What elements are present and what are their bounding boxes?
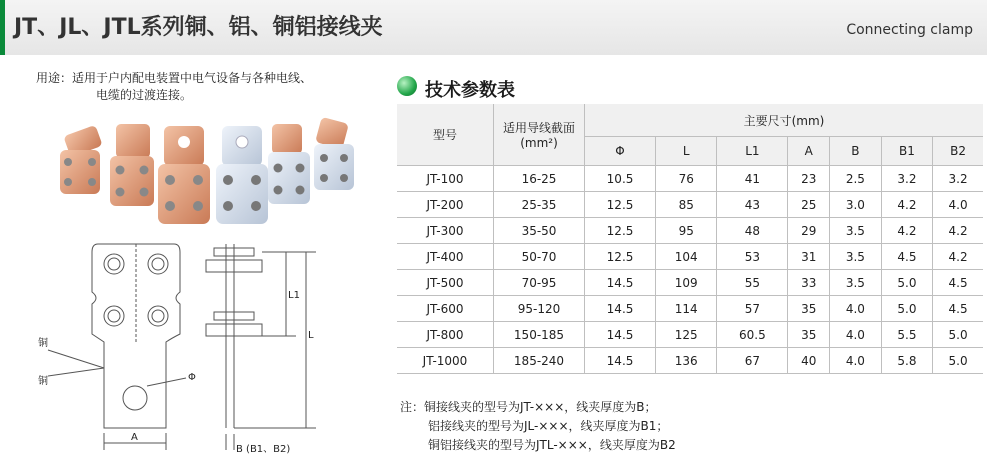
col-header: B1 [881, 137, 933, 166]
cell-value: 85 [656, 192, 717, 218]
header-accent-bar [0, 0, 5, 55]
note-line-1: 注：铜接线夹的型号为JT-×××，线夹厚度为B； [400, 400, 657, 414]
cell-value: 5.5 [881, 322, 933, 348]
clamp-aluminium-1 [216, 126, 268, 224]
cell-value: 43 [717, 192, 788, 218]
header-model: 型号 [397, 104, 494, 166]
cell-value: 136 [656, 348, 717, 374]
cell-value: 57 [717, 296, 788, 322]
col-header: A [788, 137, 830, 166]
cell-model: JT-100 [397, 166, 494, 192]
cell-value: 4.5 [933, 296, 983, 322]
cell-model: JT-300 [397, 218, 494, 244]
cell-value: 14.5 [585, 270, 656, 296]
cell-value: 76 [656, 166, 717, 192]
table-row [397, 296, 983, 322]
note-line-3: 铜铝接线夹的型号为JTL-×××，线夹厚度为B2 [428, 438, 676, 452]
cell-value: 5.0 [933, 348, 983, 374]
label-l1: L1 [288, 290, 300, 301]
product-photo [36, 110, 366, 230]
table-row [397, 270, 983, 296]
cell-value: 5.0 [881, 296, 933, 322]
dimension-drawing [36, 238, 366, 460]
cell-value: 10.5 [585, 166, 656, 192]
cell-value: 150-185 [494, 322, 585, 348]
cell-value: 67 [717, 348, 788, 374]
col-header: L [656, 137, 717, 166]
cell-value: 5.0 [933, 322, 983, 348]
cell-value: 4.5 [881, 244, 933, 270]
label-l: L [308, 330, 314, 341]
cell-value: 14.5 [585, 348, 656, 374]
side-view [206, 244, 316, 450]
label-copper: 铜 [38, 338, 48, 349]
cell-value: 3.2 [881, 166, 933, 192]
cell-value: 4.0 [830, 296, 882, 322]
cell-value: 4.0 [933, 192, 983, 218]
table-row [397, 348, 983, 374]
cell-value: 16-25 [494, 166, 585, 192]
cell-value: 35-50 [494, 218, 585, 244]
cell-value: 41 [717, 166, 788, 192]
front-view [92, 244, 186, 450]
cell-value: 14.5 [585, 322, 656, 348]
notes [400, 398, 676, 455]
cell-value: 70-95 [494, 270, 585, 296]
col-header: B2 [933, 137, 983, 166]
cell-model: JT-400 [397, 244, 494, 270]
copper-leader-lines [48, 350, 104, 376]
cell-value: 5.8 [881, 348, 933, 374]
cell-value: 29 [788, 218, 830, 244]
cell-value: 60.5 [717, 322, 788, 348]
clamp-copper-1 [60, 125, 103, 194]
section-title: 技术参数表 [425, 80, 515, 101]
cell-value: 114 [656, 296, 717, 322]
cell-value: 4.2 [933, 244, 983, 270]
spec-table [397, 104, 983, 374]
usage-line-2: 电缆的过渡连接。 [96, 88, 193, 102]
cell-value: 35 [788, 296, 830, 322]
cell-value: 125 [656, 322, 717, 348]
usage-text [36, 70, 376, 104]
cell-value: 40 [788, 348, 830, 374]
clamp-aluminium-2 [314, 117, 354, 190]
cell-value: 4.0 [830, 348, 882, 374]
cell-value: 2.5 [830, 166, 882, 192]
cell-value: 4.2 [881, 192, 933, 218]
table-row [397, 218, 983, 244]
cell-value: 3.5 [830, 244, 882, 270]
label-b: B (B1、B2) [236, 444, 291, 455]
cell-value: 95 [656, 218, 717, 244]
cell-value: 4.2 [881, 218, 933, 244]
cell-value: 12.5 [585, 192, 656, 218]
cell-value: 25 [788, 192, 830, 218]
col-header: L1 [717, 137, 788, 166]
cell-value: 5.0 [881, 270, 933, 296]
header-wire: 适用导线截面(mm²) [494, 104, 585, 166]
cell-value: 33 [788, 270, 830, 296]
cell-value: 3.0 [830, 192, 882, 218]
cell-value: 50-70 [494, 244, 585, 270]
cell-value: 12.5 [585, 218, 656, 244]
cell-value: 55 [717, 270, 788, 296]
cell-value: 53 [717, 244, 788, 270]
cell-model: JT-500 [397, 270, 494, 296]
cell-model: JT-600 [397, 296, 494, 322]
clamp-copper-3 [268, 124, 310, 204]
cell-value: 3.2 [933, 166, 983, 192]
cell-value: 95-120 [494, 296, 585, 322]
cell-value: 104 [656, 244, 717, 270]
note-line-2: 铝接线夹的型号为JL-×××，线夹厚度为B1； [428, 419, 669, 433]
cell-value: 3.5 [830, 218, 882, 244]
cell-value: 23 [788, 166, 830, 192]
table-row [397, 322, 983, 348]
page-header [0, 0, 987, 55]
label-a: A [131, 432, 138, 443]
cell-value: 3.5 [830, 270, 882, 296]
cell-value: 12.5 [585, 244, 656, 270]
header-size: 主要尺寸(mm) [585, 104, 984, 137]
page-subtitle: Connecting clamp [846, 22, 973, 38]
table-row [397, 192, 983, 218]
cell-value: 4.0 [830, 322, 882, 348]
cell-value: 109 [656, 270, 717, 296]
cell-value: 4.2 [933, 218, 983, 244]
clamp-copper-2 [110, 124, 154, 206]
cell-value: 35 [788, 322, 830, 348]
cell-value: 31 [788, 244, 830, 270]
cell-value: 4.5 [933, 270, 983, 296]
cell-model: JT-800 [397, 322, 494, 348]
col-header: B [830, 137, 882, 166]
label-copper-2: 铜 [38, 376, 48, 387]
table-row [397, 166, 983, 192]
cell-value: 185-240 [494, 348, 585, 374]
cell-value: 25-35 [494, 192, 585, 218]
cell-model: JT-200 [397, 192, 494, 218]
clamp-copper-aluminium [158, 126, 210, 224]
table-row [397, 244, 983, 270]
cell-model: JT-1000 [397, 348, 494, 374]
usage-line-1: 用途：适用于户内配电装置中电气设备与各种电线、 [36, 71, 313, 85]
page-title: JT、JL、JTL系列铜、铝、铜铝接线夹 [14, 15, 383, 40]
col-header: Φ [585, 137, 656, 166]
cell-value: 48 [717, 218, 788, 244]
cell-value: 14.5 [585, 296, 656, 322]
label-phi: Φ [188, 372, 196, 383]
